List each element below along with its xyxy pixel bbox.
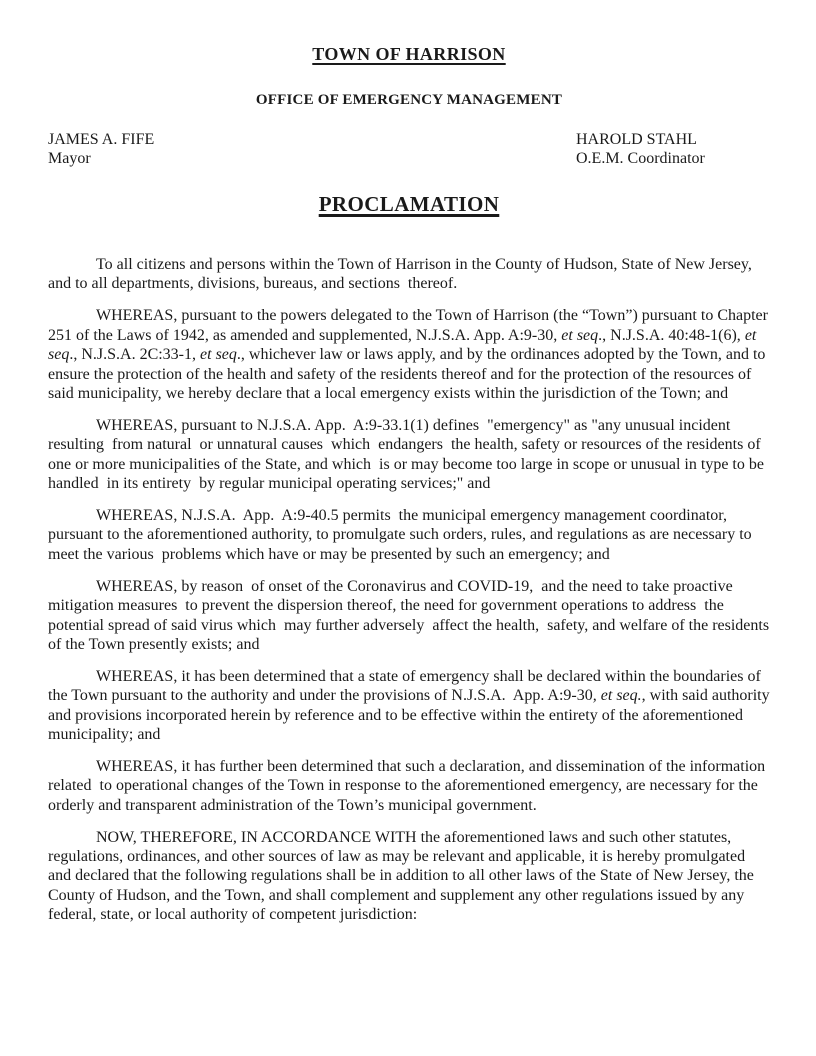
document-body <box>48 255 778 925</box>
mayor-name: JAMES A. FIFE <box>48 131 155 148</box>
proclamation-heading: PROCLAMATION <box>318 192 500 216</box>
paragraph-now-therefore: NOW, THEREFORE, IN ACCORDANCE WITH the aforementioned laws and such other statutes, regulations, ordinances, and other sources of law as may be relevant and applicable, it is hereby promulgated and declared that the following regulations shall be in addition to all other laws of the State of New Jersey, the County of Hudson, and the Town, and shall complement and supplement any other regulations issued by any federal, state, or local authority of competent jurisdiction: <box>48 828 758 924</box>
paragraph-salutation: To all citizens and persons within the Town of Harrison in the County of Hudson, State of New Jersey, and to all departments, divisions, bureaus, and sections thereof. <box>48 256 756 293</box>
official-oem-coordinator <box>576 130 705 168</box>
officials-row <box>48 130 770 168</box>
whereas-clause-dissemination: WHEREAS, it has further been determined that such a declaration, and dissemination of the information related to operational changes of the Town in response to the aforementioned emergency, are necessary for the orderly and transparent administration of the Town’s municipal government. <box>48 757 770 814</box>
whereas-clause-coronavirus: WHEREAS, by reason of onset of the Coronavirus and COVID-19, and the need to take proactive mitigation measures to prevent the dispersion thereof, the need for government operations to address the potential spread of said virus which may further adversely affect the health, safety, and welfare of the residents of the Town presently exists; and <box>48 577 778 653</box>
whereas-clause-emergency-definition: WHEREAS, pursuant to N.J.S.A. App. A:9-33.1(1) defines "emergency" as "any unusual incident resulting from natural or unnatural causes which endangers the health, safety or resources of the residents of one or more municipalities of the State, and which is or may become too large in scope or unusual in type to be handled in its entirety by regular municipal operating services;" and <box>48 416 768 493</box>
coordinator-name: HAROLD STAHL <box>576 131 697 148</box>
mayor-role: Mayor <box>48 150 91 167</box>
document-title: TOWN OF HARRISON <box>312 44 506 64</box>
whereas-clause-powers: WHEREAS, pursuant to the powers delegated to the Town of Harrison (the “Town”) pursuant to Chapter 251 of the Laws of 1942, as amended and supplemented, N.J.S.A. App. A:9-30, et seq., N.J.S.A. 40:48-1(6), et seq., N.J.S.A. 2C:33-1, et seq., whichever law or laws apply, and by the ordinances adopted by the Town, and to ensure the protection of the health and safety of the residents thereof and for the protection of the resources of said municipality, we hereby declare that a local emergency exists within the jurisdiction of the Town; and <box>48 307 772 402</box>
coordinator-role: O.E.M. Coordinator <box>576 150 705 167</box>
whereas-clause-coordinator-powers: WHEREAS, N.J.S.A. App. A:9-40.5 permits the municipal emergency management coordinator, pursuant to the aforementioned authority, to promulgate such orders, rules, and regulations as are necessary to meet the various problems which have or may be presented by such an emergency; and <box>48 506 756 563</box>
document-subtitle: OFFICE OF EMERGENCY MANAGEMENT <box>255 92 563 108</box>
whereas-clause-state-of-emergency: WHEREAS, it has been determined that a state of emergency shall be declared within the boundaries of the Town pursuant to the authority and under the provisions of N.J.S.A. App. A:9-30, et seq., with said authority and provisions incorporated herein by reference and to be effective within the entirety of the aforementioned municipality; and <box>48 667 774 744</box>
